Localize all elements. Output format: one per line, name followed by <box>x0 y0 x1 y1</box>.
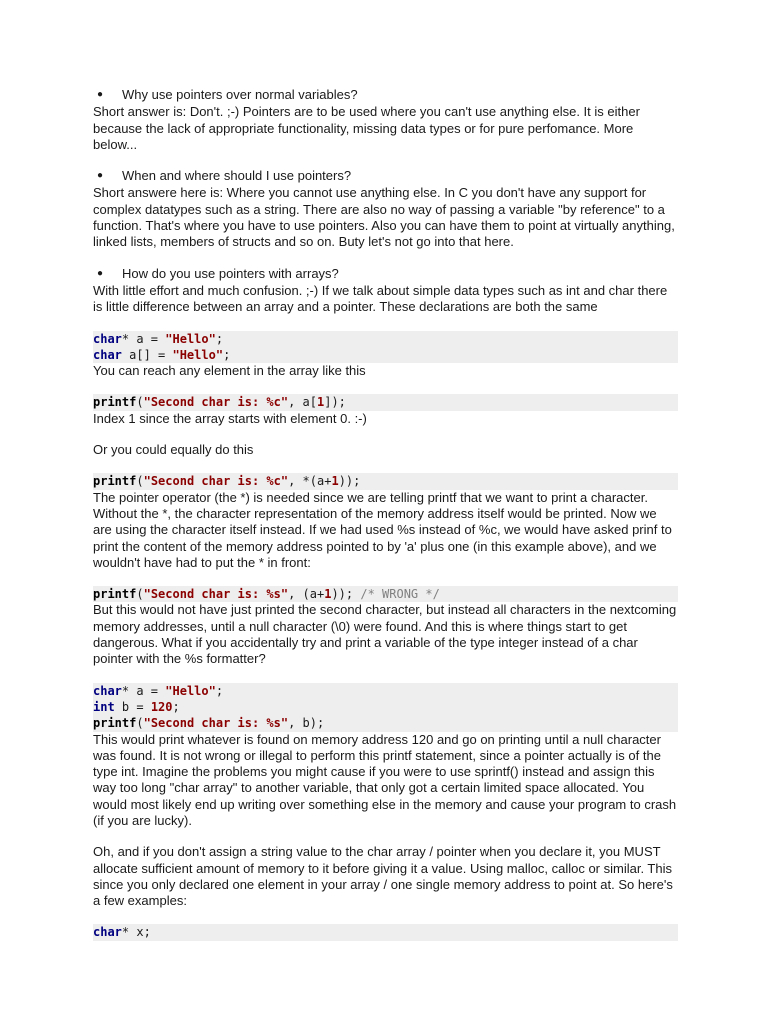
paragraph-operator: The pointer operator (the *) is needed since we are telling printf that we want to print a character. Without the *, the character representation of the memory address itself would be printed. Now we are using the character itself instead. If we had used %s instead of %c, we would have asked prinf to print the content of the memory address pointed to by 'a' plus one (in this example above), and we wouldn't have had to put the * in front: <box>93 489 672 570</box>
code-block-wrong: printf("Second char is: %s", (a+1)); /* WRONG */ <box>93 586 678 602</box>
code-block-declarations <box>93 331 678 364</box>
bullet-question-3: ● How do you use pointers with arrays? <box>97 265 339 281</box>
paragraph-index: Index 1 since the array starts with element 0. :-) <box>93 410 367 426</box>
code-block-char-x: char* x; <box>93 924 678 940</box>
code-block-int <box>93 683 678 732</box>
answer-paragraph-1: Short answer is: Don't. ;-) Pointers are to be used where you can't use anything else. It is either because the lack of appropriate functionality, missing data types or for pure perfomance. More below... <box>93 104 640 152</box>
paragraph-oh: Oh, and if you don't assign a string value to the char array / pointer when you declare it, you MUST allocate sufficient amount of memory to it before giving it a value. Using malloc, calloc or similar. This since you only declared one element in your array / one single memory address to point at. So here's a few examples: <box>93 844 673 909</box>
bullet-icon: ● <box>97 170 104 182</box>
code-line: char a[] = "Hello"; <box>93 347 231 362</box>
bullet-question-2: ● When and where should I use pointers? <box>97 168 352 184</box>
document-body <box>93 87 678 941</box>
paragraph-reach: You can reach any element in the array like this <box>93 363 366 379</box>
paragraph-but: But this would not have just printed the second character, but instead all characters in the nextcoming memory addresses, until a null character (\0) were found. And this is where things start to get dangerous. What if you accidentally try and print a variable of the type integer instead of a char pointer with the %s formatter? <box>93 602 677 667</box>
paragraph-print: This would print whatever is found on memory address 120 and go on printing until a null character was found. It is not wrong or illegal to perform this printf statement, since a pointer actually is of the type int. Imagine the problems you might cause if you were to use sprintf() instead and assign this way too long "char array" to another variable, that only got a certain limited space allocated. You would most likely end up writing over something else in the memory and cause your program to crash (if you are lucky). <box>93 731 677 828</box>
code-block-index: printf("Second char is: %c", a[1]); <box>93 394 678 410</box>
bullet-icon: ● <box>97 89 104 100</box>
bullet-question-1: ● Why use pointers over normal variables? <box>97 87 358 102</box>
paragraph-or: Or you could equally do this <box>93 442 254 458</box>
code-line: printf("Second char is: %s", b); <box>93 716 325 731</box>
code-line: char* a = "Hello"; <box>93 683 224 698</box>
answer-paragraph-3: With little effort and much confusion. ;-) If we talk about simple data types such as int and char there is little difference between an array and a pointer. These declarations are both the same <box>93 282 668 315</box>
code-line: int b = 120; <box>93 699 180 714</box>
bullet-icon: ● <box>97 267 104 279</box>
code-line: char* a = "Hello"; <box>93 331 224 346</box>
code-block-deref: printf("Second char is: %c", *(a+1)); <box>93 473 678 489</box>
answer-paragraph-2: Short answere here is: Where you cannot use anything else. In C you don't have any support for complex datatypes such as a string. There are also no way of passing a variable "by reference" to a function. That's where you have to use pointers. Also you can have them to point at virtually anything, linked lists, members of structs and so on. Buty let's not go into that here. <box>93 185 675 250</box>
